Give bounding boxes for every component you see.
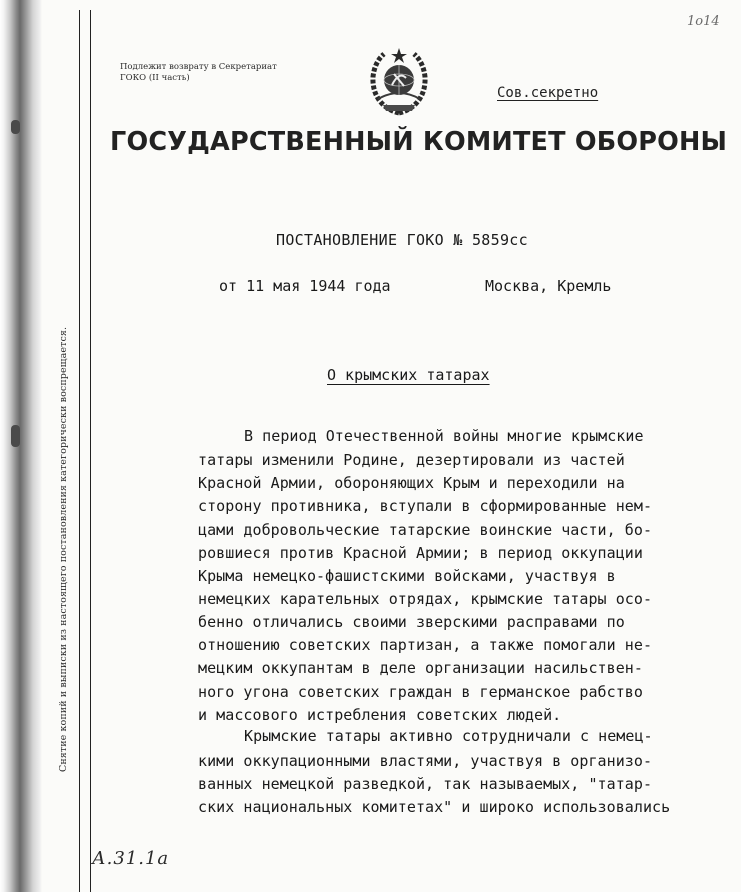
return-note-line: Подлежит возврату в Секретариат [120, 62, 277, 72]
body-text-line: ванных немецкой разведкой, так называемых, "татар- [198, 775, 653, 793]
binding-strip [0, 0, 42, 892]
body-text-line: кими оккупационными властями, участвуя в организо- [198, 752, 653, 770]
body-text-line: сторону противника, вступали в сформированные нем- [198, 497, 653, 515]
binding-hole [11, 425, 20, 447]
copy-prohibition-note: Снятие копий и выписки из настоящего постановления категорически воспрещается. [58, 326, 69, 772]
body-text-line: бенно отличались своими зверскими расправами по [198, 613, 625, 631]
body-text-line: отношению советских партизан, а также помогали не- [198, 636, 653, 654]
body-text-line: ских национальных комитетах" и широко использовались [198, 798, 671, 816]
body-text-line: немецких карательных отрядах, крымские татары осо- [198, 590, 653, 608]
archive-mark: А.31.1а [92, 848, 170, 869]
margin-rule [90, 10, 91, 892]
body-text-line: ровшиеся против Красной Армии; в период оккупации [198, 544, 643, 562]
corner-mark: 1о14 [687, 14, 720, 29]
body-text-line: ного угона советских граждан в германское рабство [198, 683, 643, 701]
body-text-line: и массового истребления советских людей. [198, 706, 562, 724]
classification-stamp: Сов.секретно [497, 85, 599, 101]
decree-title: ПОСТАНОВЛЕНИЕ ГОКО № 5859сс [276, 231, 528, 249]
decree-place: Москва, Кремль [485, 277, 612, 295]
body-text-line: Крыма немецко-фашистскими войсками, участвуя в [198, 567, 616, 585]
margin-rule [79, 10, 80, 892]
decree-date: от 11 мая 1944 года [219, 277, 391, 295]
body-text-line: цами добровольческие татарские воинские части, бо- [198, 521, 653, 539]
body-text-line: татары изменили Родине, дезертировали из частей [198, 451, 625, 469]
decree-subject: О крымских татарах [327, 366, 490, 384]
return-note [120, 62, 277, 84]
return-note-line: ГОКО (II часть) [120, 73, 190, 83]
body-text-line: В период Отечественной войны многие крымские [244, 427, 644, 445]
body-text-line: Крымские татары активно сотрудничали с немец- [244, 727, 653, 745]
binding-hole [11, 120, 20, 134]
organization-heading: ГОСУДАРСТВЕННЫЙ КОМИТЕТ ОБОРОНЫ [110, 127, 728, 157]
body-text-line: Красной Армии, обороняющих Крым и переходили на [198, 474, 625, 492]
body-text-line: мецким оккупантам в деле организации насильствен- [198, 659, 643, 677]
ussr-emblem-icon [368, 47, 430, 117]
